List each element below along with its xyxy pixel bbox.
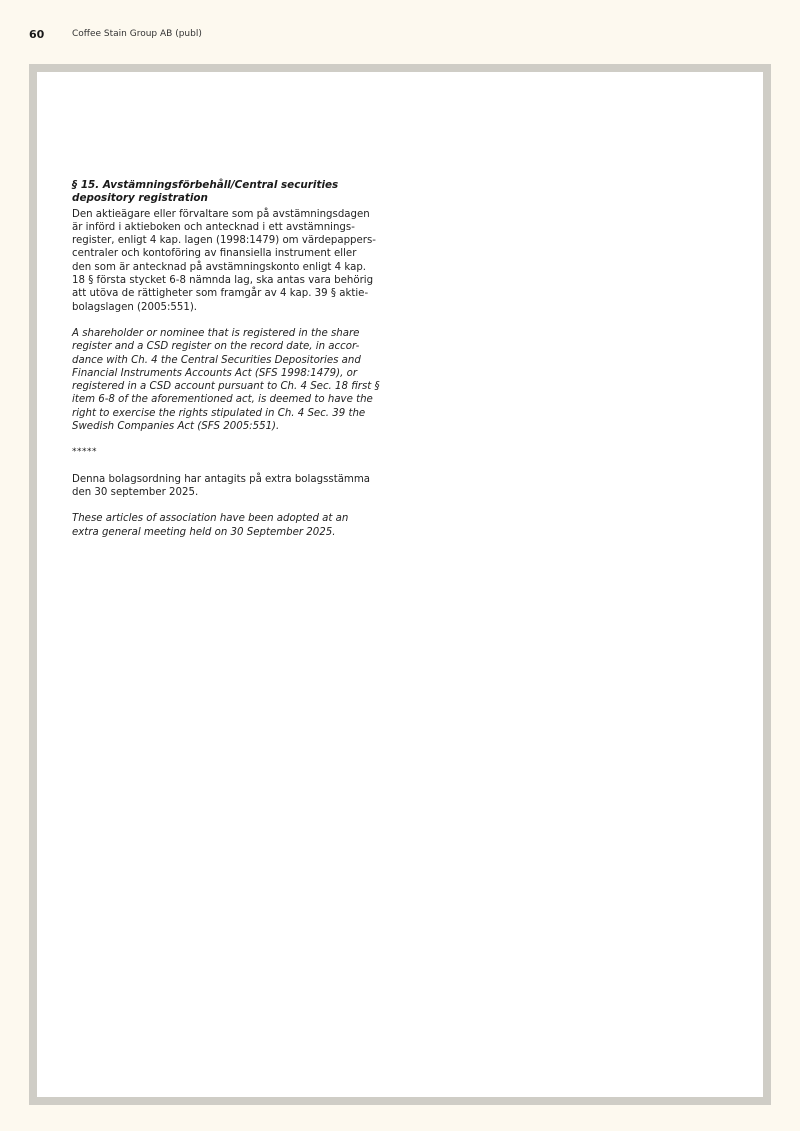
separator: ***** bbox=[72, 447, 97, 458]
page-header bbox=[29, 27, 202, 41]
swedish-paragraph: Den aktieägare eller förvaltare som på avstämningsdagen är införd i aktieboken och antecknad i ett avstämnings- register, enligt 4 kap. lagen (1998:1479) om värdepappers- centraler och kontoföring av finansiella instrument eller den som är antecknad på avstämningskonto enligt 4 kap. 18 § första stycket 6-8 nämnda lag, ska antas vara behörig att utöva de rättigheter som framgår av 4 kap. 39 § aktie- bolagslagen (2005:551). bbox=[72, 208, 376, 313]
english-paragraph: A shareholder or nominee that is registered in the share register and a CSD register on the record date, in accor- dance with Ch. 4 the Central Securities Depositories and Financial Instruments Accounts Act (SFS 1998:1479), or registered in a CSD account pursuant to Ch. 4 Sec. 18 first § item 6-8 of the aforementioned act, is deemed to have the right to exercise the rights stipulated in Ch. 4 Sec. 39 the Swedish Companies Act (SFS 2005:551). bbox=[72, 327, 380, 433]
section-heading: § 15. Avstämningsförbehåll/Central securities depository registration bbox=[72, 179, 339, 205]
adoption-swedish: Denna bolagsordning har antagits på extra bolagsstämma den 30 september 2025. bbox=[72, 473, 371, 498]
document-content bbox=[72, 179, 394, 552]
page-number: 60 bbox=[29, 27, 45, 41]
adoption-english: These articles of association have been adopted at an extra general meeting held on 30 September 2025. bbox=[72, 513, 349, 538]
document-sheet bbox=[37, 72, 763, 1097]
page-frame bbox=[29, 64, 771, 1105]
company-name: Coffee Stain Group AB (publ) bbox=[72, 29, 202, 39]
